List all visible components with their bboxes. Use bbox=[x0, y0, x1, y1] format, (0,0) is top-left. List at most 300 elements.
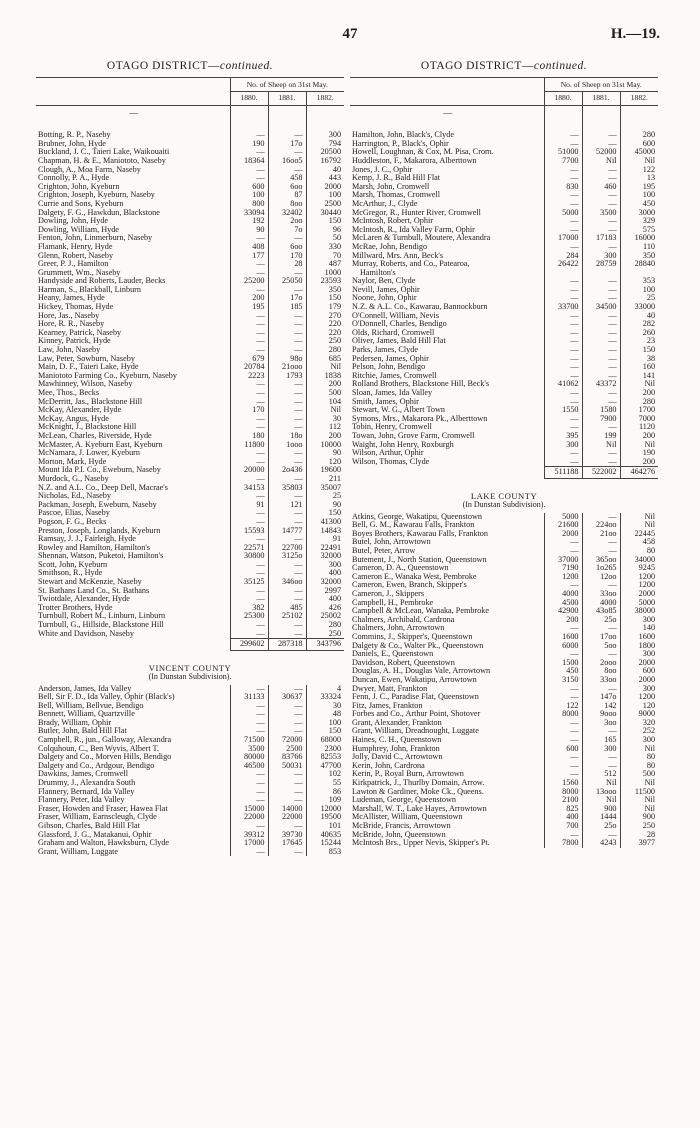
table-row bbox=[36, 200, 344, 209]
table-row bbox=[36, 535, 344, 544]
table-row bbox=[350, 599, 658, 608]
sheep-count-cell: 80 bbox=[620, 753, 658, 762]
sheep-count-cell: 15244 bbox=[306, 839, 344, 848]
sheep-count-cell: — bbox=[544, 277, 582, 286]
sheep-count-cell: 600 bbox=[544, 745, 582, 754]
sheep-count-cell: 2000 bbox=[620, 676, 658, 685]
table-row bbox=[350, 650, 658, 659]
sheep-count-cell: 31133 bbox=[230, 693, 268, 702]
owner-name-cell: Mawhinney, Wilson, Naseby bbox=[38, 380, 133, 389]
sheep-count-cell: 500 bbox=[620, 770, 658, 779]
owner-name-cell: Grummett, Wm., Naseby bbox=[38, 268, 121, 277]
sheep-count-cell: 9245 bbox=[620, 564, 658, 573]
owner-name-cell: Butel, Peter, Arrow bbox=[352, 547, 416, 555]
sheep-count-cell: 408 bbox=[230, 243, 268, 252]
sheep-count-cell: Nil bbox=[582, 796, 620, 805]
sheep-count-cell: 16oo5 bbox=[268, 157, 306, 166]
sheep-count-cell: — bbox=[582, 355, 620, 364]
year-header: 1881. bbox=[268, 92, 306, 106]
sheep-count-cell: Nil bbox=[620, 521, 658, 530]
sheep-count-cell: 14777 bbox=[268, 527, 306, 536]
sheep-count-cell: — bbox=[582, 200, 620, 209]
sheep-count-cell: 2997 bbox=[306, 587, 344, 596]
sheep-count-cell: — bbox=[544, 650, 582, 659]
sheep-count-cell: 211 bbox=[306, 475, 344, 484]
owner-name-cell: Hore, R. R., Naseby bbox=[38, 320, 105, 329]
table-row bbox=[350, 449, 658, 458]
sheep-count-cell: 487 bbox=[306, 260, 344, 269]
sheep-count-cell: 280 bbox=[620, 131, 658, 140]
sheep-count-cell: — bbox=[268, 561, 306, 570]
sheep-count-cell: — bbox=[582, 581, 620, 590]
sheep-count-cell: 280 bbox=[306, 346, 344, 355]
sheep-count-cell: 300 bbox=[306, 131, 344, 140]
sheep-count-cell: 25 bbox=[306, 492, 344, 501]
table-row bbox=[36, 788, 344, 797]
sheep-count-cell: 3977 bbox=[620, 839, 658, 848]
table-row bbox=[350, 822, 658, 831]
owner-name-cell: Smithson, R., Hyde bbox=[38, 569, 103, 578]
sheep-count-cell: 2000 bbox=[306, 183, 344, 192]
sheep-count-cell: 43o85 bbox=[582, 607, 620, 616]
sheep-count-cell: 300 bbox=[582, 252, 620, 261]
sheep-count-cell: 700 bbox=[544, 822, 582, 831]
sheep-count-cell: 140 bbox=[620, 624, 658, 633]
sheep-count-cell: 250 bbox=[620, 822, 658, 831]
owner-name-cell: Jolly, David C., Arrowtown bbox=[352, 753, 443, 762]
sheep-count-cell: — bbox=[544, 294, 582, 303]
sheep-count-cell: Nil bbox=[620, 779, 658, 788]
table-row bbox=[350, 312, 658, 321]
sheep-count-cell: 41062 bbox=[544, 380, 582, 389]
table-row bbox=[350, 805, 658, 814]
sheep-count-cell: 25o bbox=[582, 822, 620, 831]
sheep-count-cell: — bbox=[230, 166, 268, 175]
sheep-count-cell: 2223 bbox=[230, 372, 268, 381]
sheep-count-cell: — bbox=[268, 569, 306, 578]
sheep-count-cell: 91 bbox=[306, 535, 344, 544]
table-row bbox=[350, 269, 658, 278]
owner-name-cell: McArthur, J., Clyde bbox=[352, 199, 418, 208]
sheep-count-cell: — bbox=[544, 372, 582, 381]
table-row bbox=[36, 286, 344, 295]
sheep-count-cell: — bbox=[268, 389, 306, 398]
owner-name-cell: Campbell, H., Pembroke bbox=[352, 598, 434, 607]
sheep-count-cell: 395 bbox=[544, 432, 582, 441]
sheep-count-cell: 179 bbox=[306, 303, 344, 312]
owner-name-cell: Nevill, James, Ophir bbox=[352, 285, 420, 294]
sheep-count-cell: — bbox=[582, 243, 620, 252]
sheep-count-cell: 365oo bbox=[582, 556, 620, 565]
sheep-count-cell: Nil bbox=[620, 805, 658, 814]
sheep-count-cell: 35125 bbox=[230, 578, 268, 587]
sheep-count-cell: — bbox=[268, 848, 306, 857]
sheep-count-cell: 28 bbox=[620, 831, 658, 840]
owner-name-cell: Kemp, J. R., Bald Hill Flat bbox=[352, 174, 441, 183]
owner-name-cell: Dowling, John, Hyde bbox=[38, 217, 109, 226]
sheep-count-cell: — bbox=[230, 710, 268, 719]
sheep-count-cell: — bbox=[544, 329, 582, 338]
sheep-count-cell: — bbox=[230, 337, 268, 346]
sheep-count-cell: — bbox=[544, 831, 582, 840]
owner-name-cell: Crighton, John, Kyeburn bbox=[38, 182, 120, 191]
table-row bbox=[350, 581, 658, 590]
owner-name-cell: Botting, R. P., Naseby bbox=[38, 131, 111, 140]
table-row bbox=[36, 604, 344, 613]
sheep-count-cell: 500 bbox=[306, 389, 344, 398]
sheep-count-cell: 39730 bbox=[268, 831, 306, 840]
sheep-count-cell: 5000 bbox=[620, 599, 658, 608]
table-row bbox=[36, 131, 344, 140]
sheep-count-cell: 20000 bbox=[230, 466, 268, 475]
sheep-count-cell: — bbox=[544, 363, 582, 372]
sheep-count-cell: — bbox=[230, 148, 268, 157]
table-row bbox=[36, 140, 344, 149]
sheep-count-cell: 41300 bbox=[306, 518, 344, 527]
sheep-count-cell: Nil bbox=[620, 441, 658, 450]
owner-name-cell: McRae, John, Bendigo bbox=[352, 242, 428, 251]
sheep-count-cell: — bbox=[544, 312, 582, 321]
table-row bbox=[36, 355, 344, 364]
sheep-count-cell: — bbox=[582, 337, 620, 346]
owner-name-cell: McIntosh, Robert, Ophir bbox=[352, 217, 433, 226]
table-row bbox=[36, 587, 344, 596]
owner-name-cell: Jones, J. C., Ophir bbox=[352, 165, 413, 174]
sheep-count-cell: 1444 bbox=[582, 813, 620, 822]
sheep-count-cell: — bbox=[230, 320, 268, 329]
owner-name-cell: Brady, William, Ophir bbox=[38, 718, 112, 727]
sheep-count-cell: 22000 bbox=[230, 813, 268, 822]
table-row bbox=[36, 779, 344, 788]
owner-name-cell: Harman, S., Blackball, Linburn bbox=[38, 285, 142, 294]
owner-name-cell: Wilson, Arthur, Ophir bbox=[352, 449, 424, 458]
sheep-count-cell: — bbox=[544, 736, 582, 745]
owner-name-cell: Cameron, J., Skippers bbox=[352, 589, 425, 598]
sheep-count-cell: — bbox=[582, 320, 620, 329]
owner-name-cell: Chapman, H. & E., Maniototo, Naseby bbox=[38, 156, 166, 165]
sheep-count-cell: 26422 bbox=[544, 260, 582, 269]
sheep-count-cell: 33094 bbox=[230, 209, 268, 218]
table-row bbox=[350, 796, 658, 805]
owner-name-cell: McDerritt, Jas., Blackstone Hill bbox=[38, 397, 143, 406]
sheep-count-cell: 150 bbox=[620, 346, 658, 355]
sheep-count-cell: — bbox=[230, 346, 268, 355]
table-row bbox=[36, 294, 344, 303]
table-row bbox=[350, 624, 658, 633]
table-row bbox=[350, 277, 658, 286]
table-row bbox=[350, 564, 658, 573]
owner-name-cell: Dowling, William, Hyde bbox=[38, 225, 119, 234]
right-column bbox=[350, 60, 658, 848]
owner-name-cell: Rowley and Hamilton, Hamilton's bbox=[38, 543, 150, 552]
sheep-count-cell: — bbox=[230, 131, 268, 140]
sheep-count-cell: — bbox=[544, 727, 582, 736]
owner-name-cell: Dwyer, Matt, Frankton bbox=[352, 684, 428, 693]
sheep-count-cell: 5000 bbox=[544, 209, 582, 218]
sheep-count-cell: — bbox=[582, 217, 620, 226]
sheep-count-cell: 1120 bbox=[620, 423, 658, 432]
sheep-count-cell: Nil bbox=[620, 157, 658, 166]
sheep-count-cell: 150 bbox=[306, 509, 344, 518]
sheep-count-cell: — bbox=[230, 535, 268, 544]
sheep-count-cell: 2000 bbox=[620, 659, 658, 668]
sheep-count-cell: 200 bbox=[306, 432, 344, 441]
sheep-count-cell: — bbox=[582, 131, 620, 140]
owner-name-cell: Murdock, G., Naseby bbox=[38, 474, 109, 483]
table-row bbox=[350, 616, 658, 625]
sheep-count-cell: — bbox=[544, 243, 582, 252]
sheep-count-cell: — bbox=[582, 624, 620, 633]
sheep-count-cell: — bbox=[582, 363, 620, 372]
sheep-count-cell: — bbox=[268, 398, 306, 407]
sheep-count-cell: 112 bbox=[306, 423, 344, 432]
sheep-count-cell: 80 bbox=[620, 762, 658, 771]
sheep-count-cell: 30 bbox=[306, 415, 344, 424]
sheep-count-cell: 96 bbox=[306, 226, 344, 235]
sheep-count-header: No. of Sheep on 31st May. bbox=[230, 78, 344, 92]
table-row bbox=[350, 226, 658, 235]
owner-name-cell: Clough, A., Moa Farm, Naseby bbox=[38, 165, 141, 174]
table-row bbox=[36, 217, 344, 226]
table-row bbox=[350, 521, 658, 530]
sheep-count-cell: — bbox=[544, 685, 582, 694]
table-row bbox=[350, 355, 658, 364]
sheep-count-cell: 98o bbox=[268, 355, 306, 364]
sheep-count-cell: — bbox=[582, 286, 620, 295]
table-row bbox=[36, 458, 344, 467]
owner-name-cell: Smith, James, Ophir bbox=[352, 397, 419, 406]
sheep-count-cell: — bbox=[230, 475, 268, 484]
table-row bbox=[350, 685, 658, 694]
owner-name-cell: Shennan, Watson, Puketoi, Hamilton's bbox=[38, 552, 164, 561]
sheep-count-cell: — bbox=[268, 269, 306, 278]
table-row bbox=[36, 380, 344, 389]
table-row bbox=[350, 556, 658, 565]
sheep-count-cell: 5000 bbox=[544, 513, 582, 522]
sheep-count-cell: 32000 bbox=[306, 578, 344, 587]
sheep-count-cell: 190 bbox=[230, 140, 268, 149]
table-row bbox=[350, 183, 658, 192]
owner-name-cell: Hamilton, John, Black's, Clyde bbox=[352, 131, 454, 140]
sheep-count-cell: — bbox=[268, 702, 306, 711]
sheep-count-cell: 825 bbox=[544, 805, 582, 814]
section-heading: VINCENT COUNTY bbox=[148, 663, 232, 673]
sheep-count-cell: — bbox=[268, 719, 306, 728]
owner-name-cell: Packman, Joseph, Eweburn, Naseby bbox=[38, 500, 157, 509]
table-row bbox=[36, 745, 344, 754]
sheep-count-cell: — bbox=[582, 226, 620, 235]
table-row bbox=[36, 839, 344, 848]
year-header: 1882. bbox=[620, 92, 658, 106]
sheep-count-cell: 22445 bbox=[620, 530, 658, 539]
owner-name-cell: Buckland, J. C., Taieri Lake, Waikouaiti bbox=[38, 148, 170, 157]
sheep-count-cell: 42900 bbox=[544, 607, 582, 616]
sheep-count-cell: — bbox=[582, 685, 620, 694]
sheep-count-cell: 1200 bbox=[544, 573, 582, 582]
sheep-count-cell: 68000 bbox=[306, 736, 344, 745]
sheep-count-cell: 300 bbox=[582, 745, 620, 754]
table-row bbox=[36, 552, 344, 561]
sheep-count-cell: — bbox=[582, 727, 620, 736]
table-row bbox=[350, 209, 658, 218]
owner-name-cell: Humphrey, John, Frankton bbox=[352, 744, 440, 753]
table-row bbox=[36, 209, 344, 218]
table-row bbox=[36, 475, 344, 484]
table-row bbox=[350, 140, 658, 149]
sheep-count-cell: — bbox=[230, 796, 268, 805]
owner-name-cell: Trotter Brothers, Hyde bbox=[38, 603, 113, 612]
sheep-count-cell: 71500 bbox=[230, 736, 268, 745]
sheep-count-cell: — bbox=[230, 770, 268, 779]
sheep-count-cell: 25300 bbox=[230, 612, 268, 621]
sheep-count-cell: 30 bbox=[306, 702, 344, 711]
table-row bbox=[350, 320, 658, 329]
sheep-count-cell: 346oo bbox=[268, 578, 306, 587]
sheep-count-cell: 20784 bbox=[230, 363, 268, 372]
sheep-count-cell bbox=[582, 269, 620, 278]
sheep-count-cell: 34153 bbox=[230, 484, 268, 493]
sheep-count-cell: 72000 bbox=[268, 736, 306, 745]
table-row bbox=[36, 796, 344, 805]
table-row bbox=[36, 501, 344, 510]
owner-name-cell: Glassford, J. G., Matakanui, Ophir bbox=[38, 830, 152, 839]
owner-name-cell: Grant, William, Dreadnought, Luggate bbox=[352, 727, 479, 736]
sheep-count-cell: 104 bbox=[306, 398, 344, 407]
sheep-count-cell: 28840 bbox=[620, 260, 658, 269]
sheep-count-cell: 300 bbox=[544, 441, 582, 450]
sheep-count-cell: 141 bbox=[620, 372, 658, 381]
sheep-count-cell: — bbox=[544, 581, 582, 590]
sheep-count-cell: 25002 bbox=[306, 612, 344, 621]
table-row bbox=[350, 736, 658, 745]
sheep-count-cell: — bbox=[230, 234, 268, 243]
sheep-count-cell: — bbox=[230, 848, 268, 857]
sheep-count-cell: 282 bbox=[620, 320, 658, 329]
sheep-count-cell: 33324 bbox=[306, 693, 344, 702]
sheep-count-cell: 18o bbox=[268, 432, 306, 441]
owner-name-cell: Ramsay, J. J., Fairleigh, Hyde bbox=[38, 535, 136, 544]
owner-name-cell: Anderson, James, Ida Valley bbox=[38, 684, 132, 693]
sheep-count-cell: — bbox=[268, 234, 306, 243]
table-row bbox=[350, 762, 658, 771]
sheep-count-cell: — bbox=[268, 509, 306, 518]
sheep-count-cell: — bbox=[230, 492, 268, 501]
table-row bbox=[36, 595, 344, 604]
sheep-count-cell: 1200 bbox=[620, 581, 658, 590]
sheep-count-cell: — bbox=[268, 449, 306, 458]
sheep-count-cell: — bbox=[582, 166, 620, 175]
sheep-count-cell: 794 bbox=[306, 140, 344, 149]
owner-name-cell: Bell, Sir F. D., Ida Valley, Ophir (Black's) bbox=[38, 693, 175, 702]
sheep-count-cell: — bbox=[544, 320, 582, 329]
table-row bbox=[36, 569, 344, 578]
sheep-count-cell: — bbox=[268, 492, 306, 501]
table-row bbox=[36, 157, 344, 166]
sheep-count-cell: 512 bbox=[582, 770, 620, 779]
sheep-count-cell: 830 bbox=[544, 183, 582, 192]
sheep-count-cell: 685 bbox=[306, 355, 344, 364]
sheep-count-cell: — bbox=[230, 727, 268, 736]
table-row bbox=[36, 762, 344, 771]
owner-name-cell: Marsh, John, Cromwell bbox=[352, 182, 430, 191]
owner-name-cell: Kinney, Patrick, Hyde bbox=[38, 337, 111, 346]
sheep-count-cell: 900 bbox=[620, 813, 658, 822]
table-row bbox=[36, 848, 344, 857]
sheep-count-cell: — bbox=[544, 624, 582, 633]
sheep-count-cell: 7700 bbox=[544, 157, 582, 166]
owner-name-cell: Brubner, John, Hyde bbox=[38, 139, 106, 148]
sheep-count-cell: — bbox=[582, 831, 620, 840]
sheep-count-cell: — bbox=[544, 415, 582, 424]
table-row bbox=[350, 633, 658, 642]
table-row bbox=[36, 805, 344, 814]
owner-name-cell: Bell, William, Bellvue, Bendigo bbox=[38, 701, 144, 710]
sheep-count-cell: — bbox=[268, 796, 306, 805]
sheep-count-cell: — bbox=[582, 762, 620, 771]
sheep-count-cell: 82553 bbox=[306, 753, 344, 762]
sheep-count-cell: 300 bbox=[306, 561, 344, 570]
owner-name-cell: Glenn, Robert, Naseby bbox=[38, 251, 114, 260]
owner-name-cell: Fraser, Howden and Fraser, Hawea Flat bbox=[38, 804, 168, 813]
table-row bbox=[36, 544, 344, 553]
sheep-count-cell: 200 bbox=[544, 616, 582, 625]
sheep-count-cell: 17o bbox=[268, 140, 306, 149]
sheep-count-cell: 25102 bbox=[268, 612, 306, 621]
owner-name-cell: Parks, James, Clyde bbox=[352, 346, 418, 355]
sheep-count-cell: 32000 bbox=[306, 552, 344, 561]
sheep-count-cell: — bbox=[230, 449, 268, 458]
table-row bbox=[36, 174, 344, 183]
table-row bbox=[350, 131, 658, 140]
owner-name-cell: Fenn, J. C., Paradise Flat, Queenstown bbox=[352, 693, 479, 702]
sheep-count-cell: 1838 bbox=[306, 372, 344, 381]
sheep-count-cell: 4000 bbox=[582, 599, 620, 608]
sheep-count-cell: 12000 bbox=[306, 805, 344, 814]
owner-name-cell: Stewart and McKenzie, Naseby bbox=[38, 578, 142, 587]
owner-name-cell: Turnbull, Robert M., Linburn, Linburn bbox=[38, 612, 166, 621]
table-row bbox=[36, 509, 344, 518]
sheep-count-cell: 4 bbox=[306, 685, 344, 694]
table-row bbox=[36, 389, 344, 398]
sheep-count-cell: 1200 bbox=[620, 573, 658, 582]
sheep-count-cell: 190 bbox=[620, 449, 658, 458]
sheep-count-cell: 30637 bbox=[268, 693, 306, 702]
owner-name-cell: Handyside and Roberts, Lauder, Becks bbox=[38, 277, 166, 286]
sheep-count-cell: 18364 bbox=[230, 157, 268, 166]
page-code: H.—19. bbox=[610, 26, 660, 42]
table-row bbox=[350, 710, 658, 719]
table-row bbox=[36, 449, 344, 458]
sheep-count-cell: 2100 bbox=[544, 796, 582, 805]
sheep-count-cell: 6oo bbox=[268, 183, 306, 192]
sheep-count-cell: 30800 bbox=[230, 552, 268, 561]
sheep-count-cell: — bbox=[582, 294, 620, 303]
sheep-count-cell: 165 bbox=[582, 736, 620, 745]
owner-name-cell: Ritchie, James, Cromwell bbox=[352, 371, 437, 380]
total-cell: 287318 bbox=[268, 639, 306, 651]
sheep-count-cell: — bbox=[582, 538, 620, 547]
sheep-count-cell: — bbox=[268, 727, 306, 736]
sheep-count-cell: — bbox=[230, 380, 268, 389]
sheep-count-cell: — bbox=[544, 286, 582, 295]
owner-name-cell: Heany, James, Hyde bbox=[38, 294, 105, 303]
sheep-count-cell: — bbox=[230, 630, 268, 639]
column-title-continued: continued. bbox=[219, 60, 274, 72]
owner-name-cell: O'Donnell, Charles, Bendigo bbox=[352, 320, 447, 329]
sheep-count-cell: 45000 bbox=[620, 148, 658, 157]
sheep-count-cell: 6000 bbox=[544, 642, 582, 651]
sheep-count-cell: 34000 bbox=[620, 556, 658, 565]
